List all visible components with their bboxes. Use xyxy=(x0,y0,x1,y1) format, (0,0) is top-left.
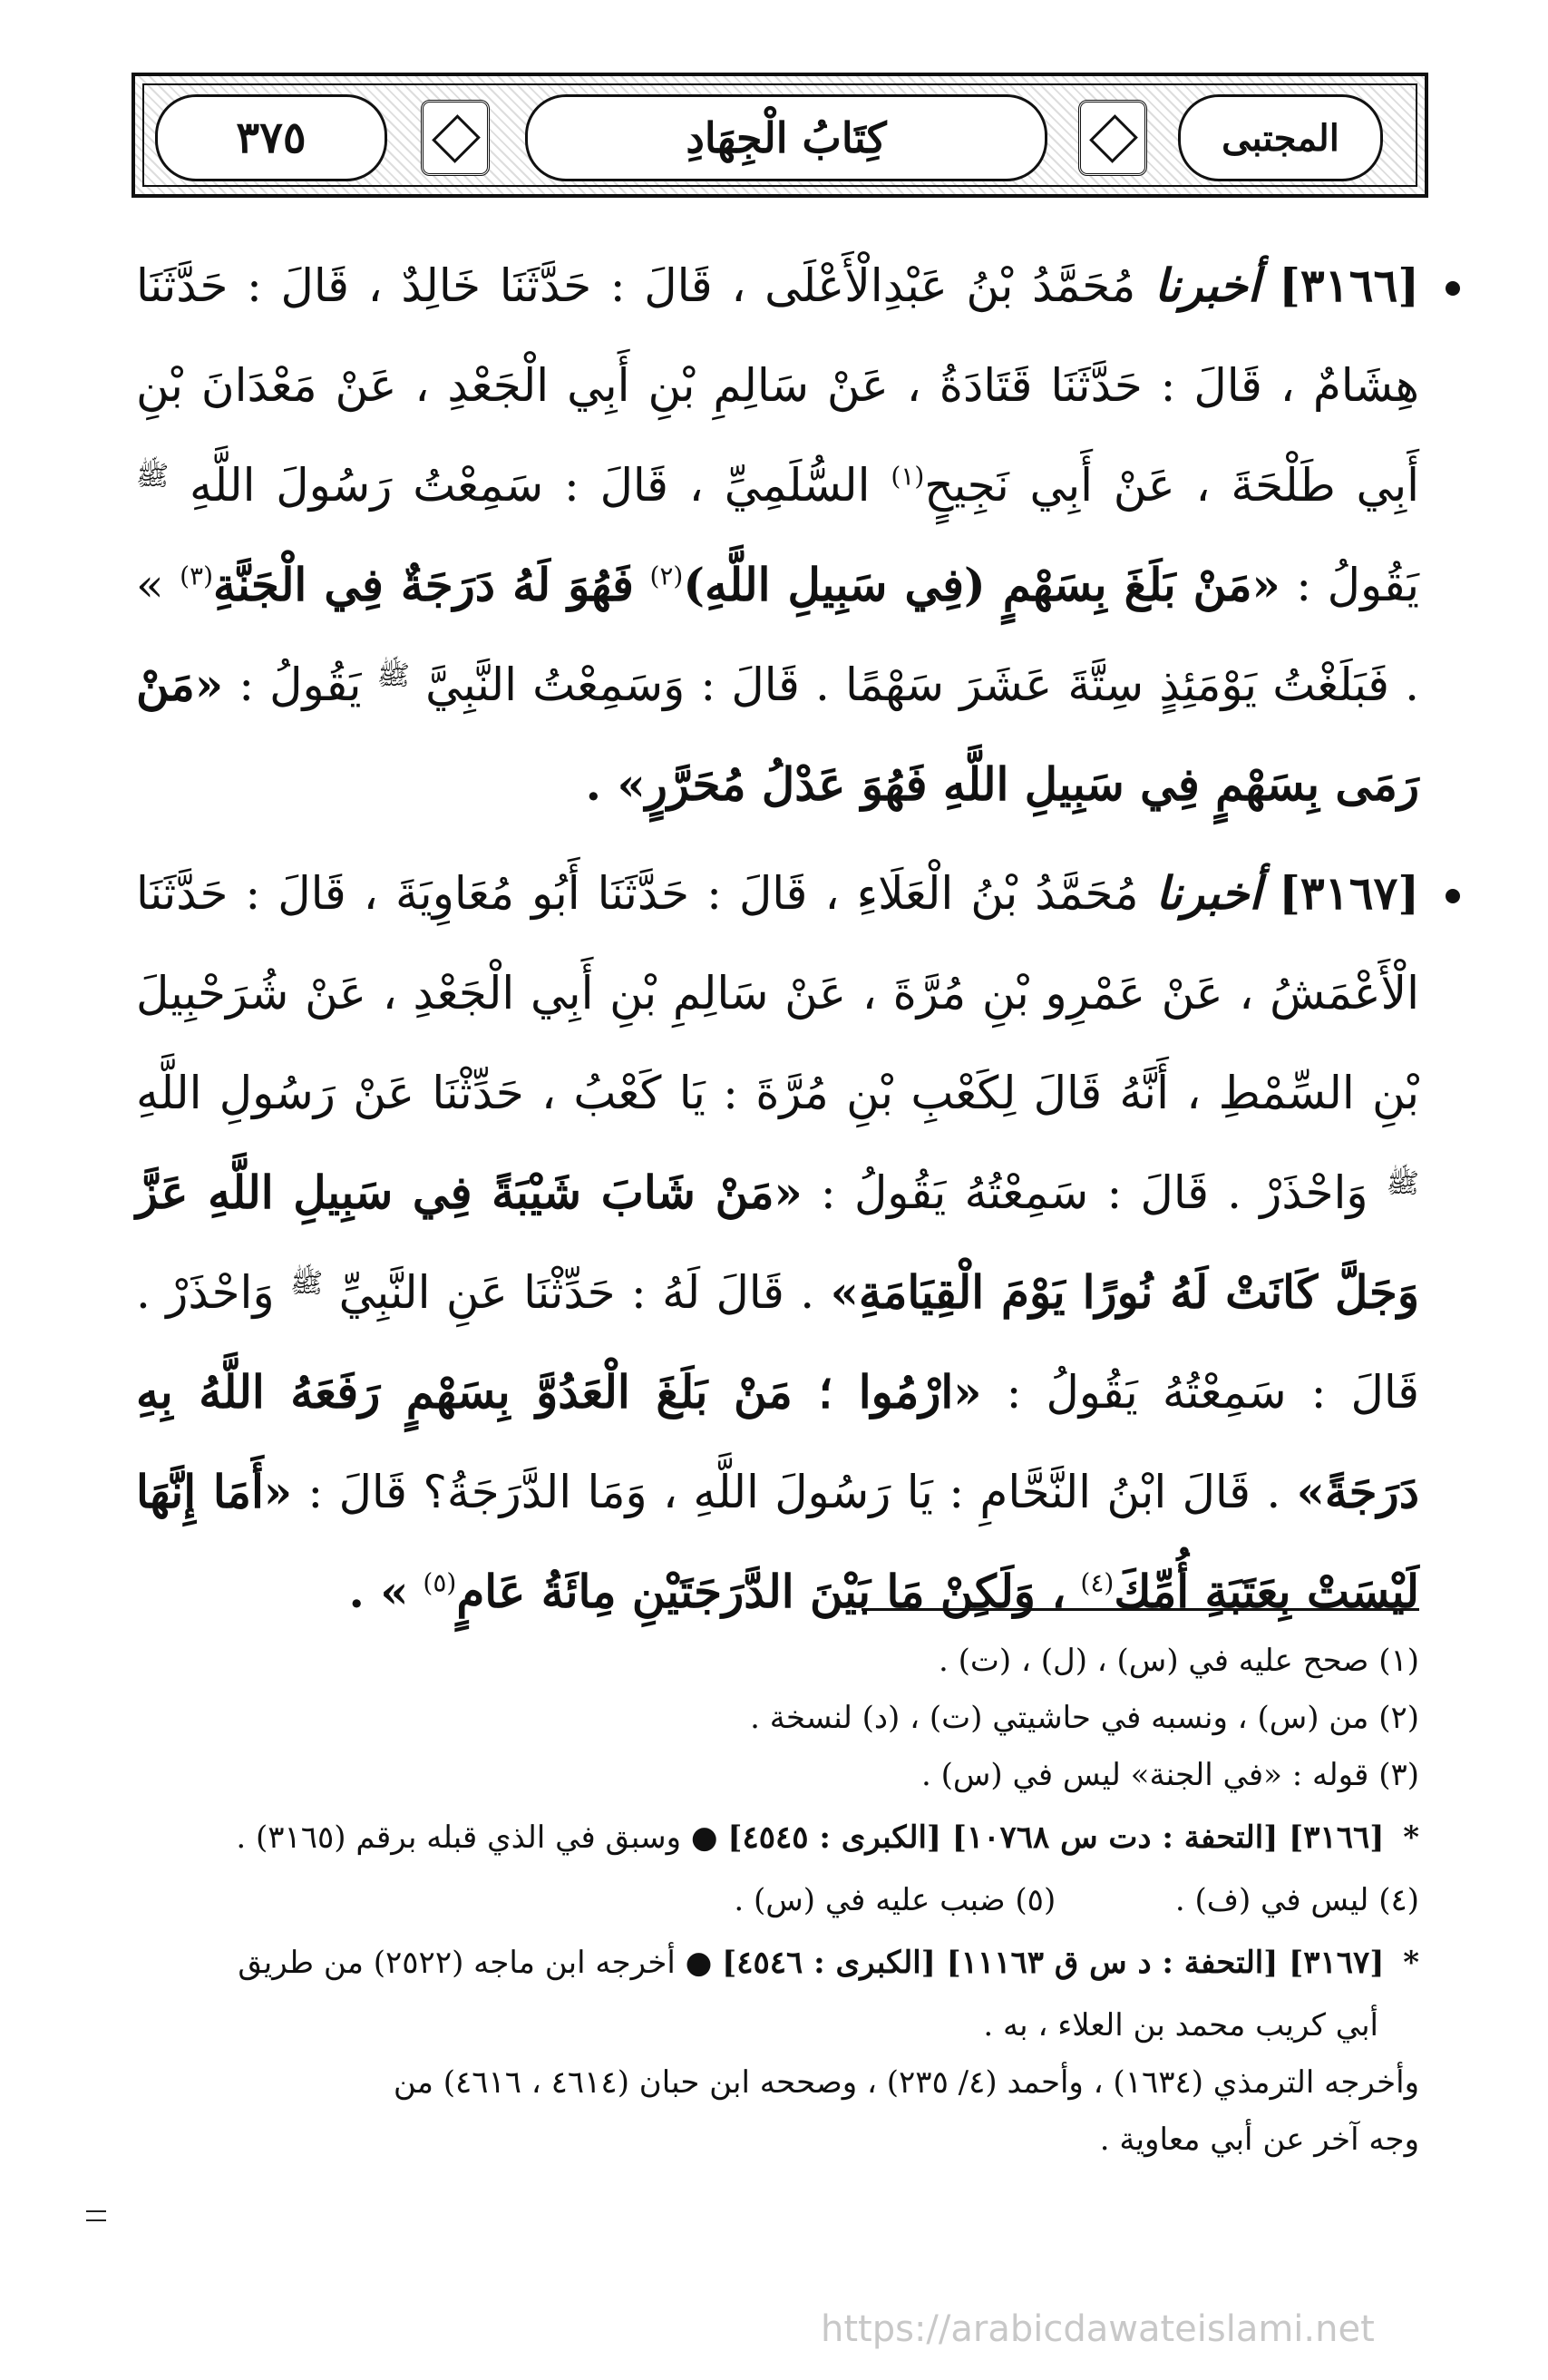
text-segment: يَقُولُ : xyxy=(1296,559,1420,611)
takhrij-ref: [٣١٦٦] [التحفة : دت س ١٠٧٦٨] [الكبرى : ٤٥٤٥] xyxy=(727,1819,1385,1856)
isnad-cont: السُّلَمِيِّ ، قَالَ : سَمِعْتُ رَسُولَ اللَّهِ xyxy=(190,459,871,512)
main-text xyxy=(136,236,1419,1651)
salla-icon: ﷺ xyxy=(376,659,410,692)
footnote-ref-2[interactable]: (٢) xyxy=(649,561,684,591)
star-icon: * xyxy=(1403,1819,1419,1856)
hadith-3166 xyxy=(136,236,1419,834)
takhrij-3167 xyxy=(136,1935,1419,1992)
footnote-1: (١) صحح عليه في (س) ، (ل) ، (ت) . xyxy=(938,1643,1419,1679)
chapter-title: كِتَابُ الْجِهَادِ xyxy=(525,94,1047,181)
footnote-ref-5[interactable]: (٥) xyxy=(423,1567,457,1598)
takhrij-3167-line2: أبي كريب محمد بن العلاء ، به . xyxy=(983,2007,1378,2043)
prophetic-quote: «ارْمُوا ؛ مَنْ بَلَغَ الْعَدُوَّ بِسَهْمٍ رَفَعَهُ اللَّهُ بِهِ دَرَجَةً» xyxy=(136,1365,1419,1518)
footnotes-4-5 xyxy=(136,1872,1419,1929)
akhbarana: أخبرنا xyxy=(1154,258,1261,312)
hadith-number: [٣١٦٧] xyxy=(1279,866,1419,920)
salla-icon: ﷺ xyxy=(289,1267,324,1300)
footnote-4: (٤) ليس في (ف) . xyxy=(1174,1882,1419,1918)
page-header-banner xyxy=(131,73,1428,198)
text-segment: . قَالَ ابْنُ النَّحَّامِ : يَا رَسُولَ اللَّهِ ، وَمَا الدَّرَجَةُ؟ قَالَ : xyxy=(307,1466,1281,1518)
footnote-divider xyxy=(862,1608,1419,1611)
prophetic-quote: «مَنْ شَابَ شَيْبَةً فِي سَبِيلِ اللَّهِ عَزَّ وَجَلَّ كَانَتْ لَهُ نُورًا يَوْمَ الْقِيَامَةِ» xyxy=(136,1166,1419,1319)
text-segment: » . فَبَلَغْتُ يَوْمَئِذٍ سِتَّةَ عَشَرَ سَهْمًا . قَالَ : وَسَمِعْتُ النَّبِيَّ xyxy=(136,559,1419,711)
text-segment: يَقُولُ : xyxy=(239,658,362,711)
bullet-icon xyxy=(1446,281,1460,296)
ornament-knot-icon xyxy=(421,100,490,176)
hadith-number: [٣١٦٦] xyxy=(1279,258,1419,312)
footnote-3: (٣) قوله : «في الجنة» ليس في (س) . xyxy=(921,1757,1419,1793)
salla-icon: ﷺ xyxy=(1386,1167,1419,1200)
prophetic-quote-cont: ، وَلَكِنْ مَا بَيْنَ الدَّرَجَتَيْنِ مِائَةُ عَامٍ xyxy=(456,1565,1066,1618)
salla-icon: ﷺ xyxy=(136,460,170,493)
isnad: مُحَمَّدُ بْنُ عَبْدِالْأَعْلَى ، قَالَ : حَدَّثَنَا خَالِدٌ ، قَالَ : حَدَّثَنَا هِشَامٌ ، قَالَ : حَدَّثَنَا قَتَادَةُ ، عَنْ سَالِمِ بْنِ أَبِي الْجَعْدِ ، عَنْ مَعْدَانَ بْنِ أَبِي طَلْحَةَ ، عَنْ أَبِي نَجِيحٍ xyxy=(136,259,1420,512)
footnote-ref-3[interactable]: (٣) xyxy=(180,561,214,591)
page-number: ٣٧٥ xyxy=(155,94,387,181)
prophetic-quote-cont: فَهُوَ لَهُ دَرَجَةٌ فِي الْجَنَّةِ xyxy=(213,558,634,611)
prophetic-quote: «مَنْ بَلَغَ بِسَهْمٍ (فِي سَبِيلِ اللَّهِ) xyxy=(683,558,1280,611)
prophetic-quote: «مَنْ رَمَى بِسَهْمٍ فِي سَبِيلِ اللَّهِ فَهُوَ عَدْلُ مُحَرَّرٍ» . xyxy=(136,658,1419,811)
takhrij-3166 xyxy=(136,1809,1419,1867)
takhrij-text: ● وسبق في الذي قبله برقم (٣١٦٥) . xyxy=(236,1819,718,1856)
takhrij-3167-line4: وجه آخر عن أبي معاوية . xyxy=(1099,2122,1419,2158)
margin-mark xyxy=(86,2210,106,2221)
watermark-url: https://arabicdawateislami.net xyxy=(821,2308,1375,2350)
hadith-3167 xyxy=(136,844,1419,1642)
footnote-ref-4[interactable]: (٤) xyxy=(1080,1567,1115,1598)
footnote-ref-1[interactable]: (١) xyxy=(891,461,925,492)
prophetic-quote: «أَمَا إِنَّهَا لَيْسَتْ بِعَتَبَةِ أُمِّكَ xyxy=(136,1465,1419,1618)
footnote-2: (٢) من (س) ، ونسبه في حاشيتي (ت) ، (د) لنسخة . xyxy=(750,1700,1419,1736)
star-icon: * xyxy=(1403,1945,1419,1981)
footnote-5: (٥) ضبب عليه في (س) . xyxy=(734,1882,1056,1918)
book-name: المجتبى xyxy=(1178,94,1383,181)
ornament-knot-icon xyxy=(1078,100,1147,176)
text-segment: وَاحْذَرْ . قَالَ : سَمِعْتُهُ يَقُولُ : xyxy=(820,1166,1368,1219)
bullet-icon xyxy=(1446,889,1460,903)
text-segment: وَاحْذَرْ . قَالَ : سَمِعْتُهُ يَقُولُ : xyxy=(136,1266,1419,1419)
takhrij-ref: [٣١٦٧] [التحفة : د س ق ١١١٦٣] [الكبرى : ٤٥٤٦] xyxy=(722,1945,1385,1981)
footnotes xyxy=(136,1633,1419,2169)
takhrij-3167-line3: وأخرجه الترمذي (١٦٣٤) ، وأحمد (٤/ ٢٣٥) ، وصححه ابن حبان (٤٦١٤ ، ٤٦١٦) من xyxy=(393,2064,1419,2101)
isnad: مُحَمَّدُ بْنُ الْعَلَاءِ ، قَالَ : حَدَّثَنَا أَبُو مُعَاوِيَةَ ، قَالَ : حَدَّثَنَا الْأَعْمَشُ ، عَنْ عَمْرِو بْنِ مُرَّةَ ، عَنْ سَالِمِ بْنِ أَبِي الْجَعْدِ ، عَنْ شُرَحْبِيلَ بْنِ السِّمْطِ ، أَنَّهُ قَالَ لِكَعْبِ بْنِ مُرَّةَ : يَا كَعْبُ ، حَدِّثْنَا عَنْ رَسُولِ اللَّهِ xyxy=(136,867,1419,1119)
akhbarana: أخبرنا xyxy=(1155,866,1262,920)
takhrij-text: ● أخرجه ابن ماجه (٢٥٢٢) من طريق xyxy=(238,1945,713,1981)
quote-end: » . xyxy=(348,1565,409,1618)
text-segment: . قَالَ لَهُ : حَدِّثْنَا عَنِ النَّبِيِّ xyxy=(338,1266,815,1319)
